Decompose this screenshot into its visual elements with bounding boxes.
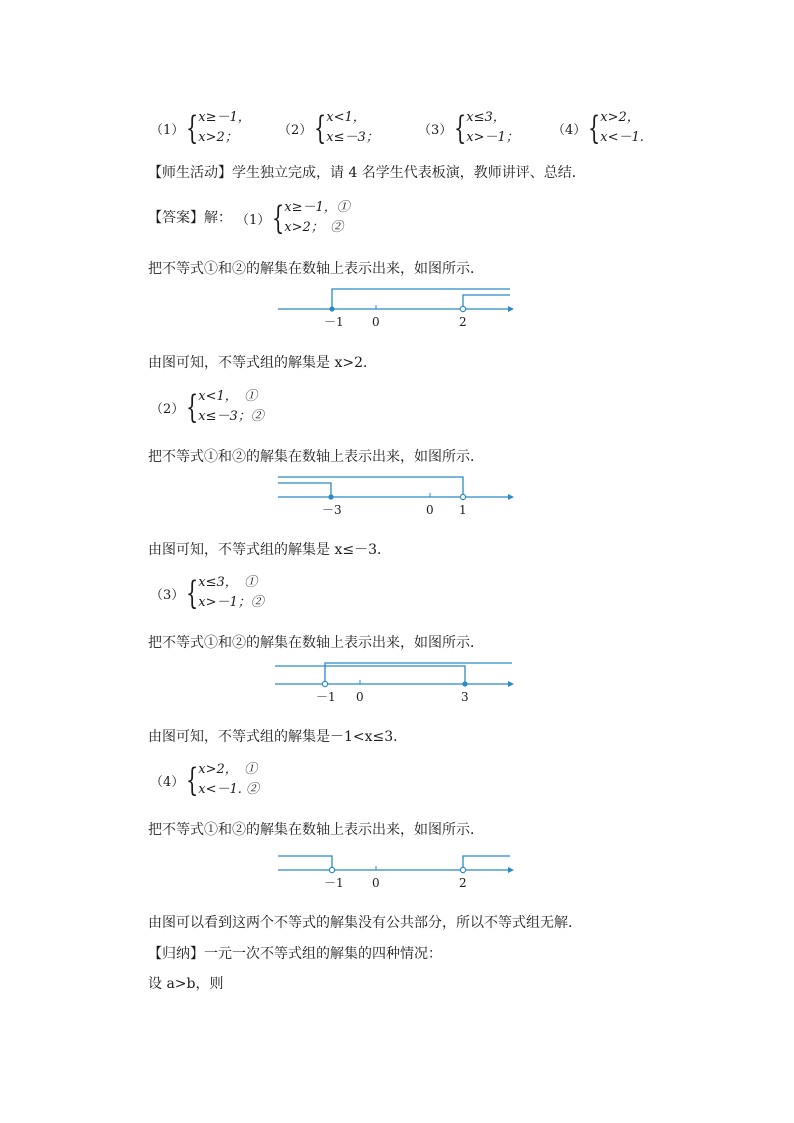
problem-4: [552, 108, 644, 148]
answer-label: （2）: [150, 401, 185, 417]
tick-label: 2: [459, 315, 467, 329]
number-line-4: [270, 843, 520, 893]
inequality-line: x<1， ①: [198, 389, 258, 404]
tick-label: 1: [459, 503, 467, 517]
ray-x-ge-neg1: [332, 289, 510, 309]
tick-label: 0: [372, 876, 380, 890]
answer-system-1: [236, 198, 350, 238]
assumption: 设 a>b，则: [148, 976, 224, 992]
problem-label: （2）: [278, 122, 313, 138]
axis-arrow-icon: [508, 494, 514, 500]
brace-icon: {: [186, 761, 199, 799]
answer-system-3: [150, 573, 264, 613]
answer-label: （4）: [150, 774, 185, 790]
represent-text: 把不等式①和②的解集在数轴上表示出来，如图所示．: [148, 449, 484, 465]
inequality-line: x>－1；②: [198, 595, 264, 610]
number-line-1: [270, 282, 520, 332]
hollow-point: [460, 494, 465, 499]
answer-system-4: [150, 760, 259, 800]
axis-arrow-icon: [508, 867, 514, 873]
inequality-line: x≥－1，: [198, 110, 251, 125]
ray-x-gt-2: [463, 295, 510, 309]
solid-point: [329, 306, 334, 311]
represent-text: 把不等式①和②的解集在数轴上表示出来，如图所示．: [148, 261, 484, 277]
brace-icon: {: [186, 109, 199, 147]
brace-icon: {: [588, 109, 601, 147]
number-line-3: [270, 657, 520, 707]
brace-icon: {: [314, 109, 327, 147]
represent-text: 把不等式①和②的解集在数轴上表示出来，如图所示．: [148, 635, 484, 651]
ray-x-le-3: [275, 666, 465, 684]
brace-icon: {: [272, 199, 285, 237]
number-line-2: [270, 470, 520, 520]
result-3: 由图可知，不等式组的解集是－1<x≤3．: [148, 729, 408, 745]
hollow-point: [329, 867, 334, 872]
summary: 【归纳】一元一次不等式组的解集的四种情况：: [148, 946, 442, 962]
inequality-line: x≤－3；②: [198, 409, 264, 424]
tick-label: 2: [459, 876, 467, 890]
inequality-line: x<1，: [326, 110, 366, 125]
hollow-point: [322, 681, 327, 686]
inequality-line: x<－1.: [600, 130, 644, 145]
tick-label: －1: [324, 315, 344, 329]
inequality-line: x>2， ①: [198, 762, 258, 777]
axis-arrow-icon: [508, 681, 514, 687]
represent-text: 把不等式①和②的解集在数轴上表示出来，如图所示．: [148, 822, 484, 838]
problem-label: （3）: [418, 122, 453, 138]
inequality-line: x>－1；: [466, 130, 519, 145]
inequality-line: x≤－3；: [326, 130, 379, 145]
inequality-line: x≤3， ①: [198, 575, 258, 590]
solid-point: [462, 681, 467, 686]
inequality-line: x≥－1，①: [284, 200, 350, 215]
problem-label: （4）: [552, 122, 587, 138]
result-1: 由图可知，不等式组的解集是 x>2．: [148, 355, 377, 371]
answer-label: （3）: [150, 587, 185, 603]
result-4: 由图可以看到这两个不等式的解集没有公共部分，所以不等式组无解．: [148, 915, 582, 931]
tick-label: －1: [316, 690, 336, 704]
inequality-line: x≤3，: [466, 110, 506, 125]
tick-label: 3: [461, 690, 469, 704]
axis-arrow-icon: [508, 306, 514, 312]
tick-label: 0: [426, 503, 434, 517]
brace-icon: {: [454, 109, 467, 147]
answer-heading: 【答案】解：: [148, 210, 232, 226]
inequality-line: x<－1. ②: [198, 782, 260, 797]
inequality-line: x>2，: [600, 110, 640, 125]
inequality-line: x>2； ②: [284, 220, 344, 235]
tick-label: 0: [372, 315, 380, 329]
problem-2: [278, 108, 379, 148]
hollow-point: [460, 867, 465, 872]
tick-label: －1: [324, 876, 344, 890]
brace-icon: {: [186, 388, 199, 426]
teacher-activity: 【师生活动】学生独立完成，请 4 名学生代表板演，教师讲评、总结．: [148, 165, 586, 181]
ray-x-gt-2: [463, 856, 510, 870]
hollow-point: [460, 306, 465, 311]
solid-point: [328, 494, 333, 499]
problem-label: （1）: [150, 122, 185, 138]
answer-system-2: [150, 387, 264, 427]
answer-label: （1）: [236, 212, 271, 228]
ray-x-le-neg3: [278, 483, 331, 497]
ray-x-lt-neg1: [278, 856, 332, 870]
tick-label: 0: [356, 690, 364, 704]
inequality-line: x>2；: [198, 130, 238, 145]
result-2: 由图可知，不等式组的解集是 x≤－3．: [148, 542, 391, 558]
problem-3: [418, 108, 519, 148]
tick-label: －3: [322, 503, 342, 517]
ray-x-lt-1: [278, 477, 463, 497]
problem-1: [150, 108, 251, 148]
brace-icon: {: [186, 574, 199, 612]
